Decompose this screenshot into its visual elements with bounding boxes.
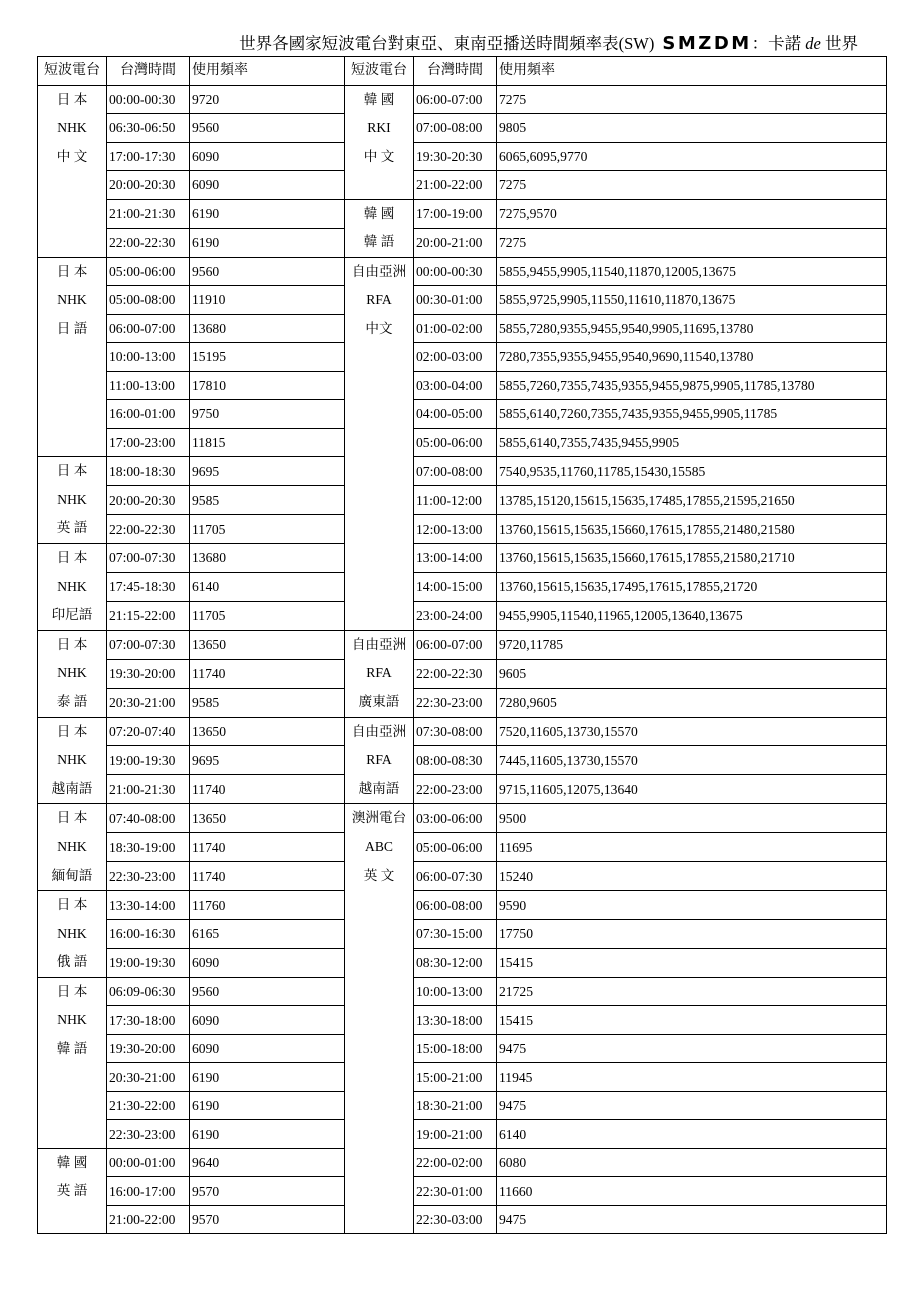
right-station-label: 自由亞洲 [351,636,407,652]
left-station-label: 日 本 [56,263,88,279]
left-freq-cell: 6090 [190,1034,345,1063]
right-time-cell: 23:00-24:00 [414,601,497,630]
left-time-cell: 18:30-19:00 [107,833,190,862]
table-row [38,85,887,114]
right-freq-cell: 7280,7355,9355,9455,9540,9690,11540,13780 [497,343,887,372]
left-freq-cell: 9640 [190,1148,345,1177]
left-freq-cell: 9695 [190,746,345,775]
left-time-cell: 20:00-20:30 [107,486,190,515]
left-freq-cell: 13650 [190,630,345,659]
left-station-label: 日 語 [56,320,88,336]
table-row [38,343,887,372]
right-time-cell: 18:30-21:00 [414,1091,497,1120]
left-time-cell: 21:00-22:00 [107,1205,190,1234]
left-time-cell: 10:00-13:00 [107,343,190,372]
left-station-cell [38,977,107,1148]
right-time-cell: 06:00-07:00 [414,85,497,114]
left-time-cell: 07:00-07:30 [107,630,190,659]
right-freq-cell: 7280,9605 [497,688,887,717]
left-station-label: 日 本 [56,983,88,999]
table-row [38,1034,887,1063]
right-station-label: 中 文 [363,148,395,164]
table-row [38,1205,887,1234]
left-station-label: NHK [57,752,87,768]
right-freq-cell: 13760,15615,15635,15660,17615,17855,21480,21580 [497,515,887,544]
right-time-cell: 07:00-08:00 [414,114,497,143]
left-station-cell [38,804,107,891]
left-time-cell: 06:00-07:00 [107,314,190,343]
right-station-cell [345,257,414,630]
left-station-label: 印尼語 [51,607,93,623]
right-time-cell: 05:00-06:00 [414,833,497,862]
left-time-cell: 19:30-20:00 [107,659,190,688]
right-time-cell: 22:30-03:00 [414,1205,497,1234]
left-time-cell: 16:00-17:00 [107,1177,190,1206]
table-row [38,746,887,775]
table-row [38,457,887,486]
right-freq-cell: 7540,9535,11760,11785,15430,15585 [497,457,887,486]
left-station-cell [38,1148,107,1234]
right-time-cell: 15:00-18:00 [414,1034,497,1063]
table-row [38,371,887,400]
left-freq-cell: 11760 [190,891,345,920]
left-station-cell [38,85,107,257]
right-time-cell: 03:00-06:00 [414,804,497,833]
left-time-cell: 16:00-16:30 [107,920,190,949]
left-freq-cell: 9720 [190,85,345,114]
right-time-cell: 08:30-12:00 [414,948,497,977]
table-row [38,114,887,143]
left-station-label: 俄 語 [56,954,88,970]
table-row [38,1006,887,1035]
right-time-cell: 10:00-13:00 [414,977,497,1006]
table-row [38,199,887,228]
header-row [38,57,887,86]
header-freq-right: 使用頻率 [497,57,887,86]
right-station-cell [345,717,414,804]
left-station-cell [38,543,107,630]
table-row [38,833,887,862]
left-freq-cell: 15195 [190,343,345,372]
left-freq-cell: 11740 [190,659,345,688]
right-time-cell: 17:00-19:00 [414,199,497,228]
table-row [38,659,887,688]
left-freq-cell: 9585 [190,688,345,717]
right-station-cell [345,85,414,199]
right-time-cell: 04:00-05:00 [414,400,497,429]
right-freq-cell: 9475 [497,1205,887,1234]
table-row [38,1063,887,1092]
right-station-label: 廣東語 [358,693,400,709]
right-station-cell [345,199,414,257]
right-freq-cell: 9475 [497,1091,887,1120]
right-station-label: RKI [367,120,391,136]
table-row [38,1177,887,1206]
left-time-cell: 22:00-22:30 [107,228,190,257]
right-freq-cell: 5855,7260,7355,7435,9355,9455,9875,9905,11785,13780 [497,371,887,400]
left-time-cell: 17:00-17:30 [107,142,190,171]
left-time-cell: 21:00-21:30 [107,199,190,228]
right-time-cell: 19:00-21:00 [414,1120,497,1149]
right-freq-cell: 9720,11785 [497,630,887,659]
left-freq-cell: 9560 [190,257,345,286]
left-freq-cell: 11740 [190,862,345,891]
left-station-label: 韓 國 [56,1154,88,1170]
table-row [38,400,887,429]
left-time-cell: 22:30-23:00 [107,1120,190,1149]
left-freq-cell: 6190 [190,1063,345,1092]
table-row [38,515,887,544]
left-station-label: 日 本 [56,91,88,107]
table-row [38,717,887,746]
right-freq-cell: 17750 [497,920,887,949]
left-freq-cell: 6190 [190,1091,345,1120]
table-row [38,891,887,920]
header-station-right: 短波電台 [345,57,414,86]
left-time-cell: 20:00-20:30 [107,171,190,200]
right-freq-cell: 6065,6095,9770 [497,142,887,171]
left-time-cell: 00:00-01:00 [107,1148,190,1177]
left-station-label: 日 本 [56,810,88,826]
right-freq-cell: 9805 [497,114,887,143]
left-time-cell: 16:00-01:00 [107,400,190,429]
frequency-table [37,56,887,1234]
right-station-label: 越南語 [358,780,400,796]
right-freq-cell: 5855,7280,9355,9455,9540,9905,11695,13780 [497,314,887,343]
left-freq-cell: 9695 [190,457,345,486]
left-station-cell [38,630,107,717]
right-freq-cell: 7275 [497,171,887,200]
left-freq-cell: 6140 [190,572,345,601]
left-freq-cell: 9750 [190,400,345,429]
left-time-cell: 17:45-18:30 [107,572,190,601]
left-time-cell: 20:30-21:00 [107,688,190,717]
left-freq-cell: 6190 [190,199,345,228]
left-time-cell: 19:00-19:30 [107,948,190,977]
right-time-cell: 11:00-12:00 [414,486,497,515]
table-row [38,257,887,286]
left-station-label: 泰 語 [56,693,88,709]
table-row [38,601,887,630]
left-station-label: NHK [57,292,87,308]
left-freq-cell: 13650 [190,804,345,833]
right-time-cell: 07:30-08:00 [414,717,497,746]
left-station-label: NHK [57,491,87,507]
table-row [38,775,887,804]
right-freq-cell: 9605 [497,659,887,688]
left-station-label: NHK [57,838,87,854]
right-freq-cell: 13760,15615,15635,15660,17615,17855,21580,21710 [497,543,887,572]
left-station-label: NHK [57,1012,87,1028]
right-time-cell: 22:00-23:00 [414,775,497,804]
left-freq-cell: 11740 [190,775,345,804]
left-freq-cell: 17810 [190,371,345,400]
table-body [38,85,887,1234]
left-freq-cell: 13650 [190,717,345,746]
right-time-cell: 07:00-08:00 [414,457,497,486]
left-time-cell: 07:20-07:40 [107,717,190,746]
table-row [38,688,887,717]
table-row [38,314,887,343]
title-text: 世界各國家短波電台對東亞、東南亞播送時間頻率表(SW) [239,34,655,53]
header-time-left: 台灣時間 [107,57,190,86]
left-time-cell: 22:00-22:30 [107,515,190,544]
right-time-cell: 06:00-07:30 [414,862,497,891]
right-freq-cell: 13785,15120,15615,15635,17485,17855,21595,21650 [497,486,887,515]
right-freq-cell: 5855,9725,9905,11550,11610,11870,13675 [497,286,887,315]
right-station-cell [345,804,414,1234]
title-de: de [805,34,821,53]
right-freq-cell: 7275 [497,85,887,114]
right-time-cell: 06:00-08:00 [414,891,497,920]
table-row [38,1120,887,1149]
right-freq-cell: 9455,9905,11540,11965,12005,13640,13675 [497,601,887,630]
right-freq-cell: 15240 [497,862,887,891]
left-station-label: 日 本 [56,549,88,565]
right-freq-cell: 15415 [497,948,887,977]
left-station-label: 緬甸語 [51,867,93,883]
right-station-label: ABC [365,838,393,854]
right-freq-cell: 13760,15615,15635,17495,17615,17855,21720 [497,572,887,601]
title-tail: 世界 [825,34,858,53]
left-time-cell: 11:00-13:00 [107,371,190,400]
left-freq-cell: 9560 [190,114,345,143]
right-freq-cell: 7275,9570 [497,199,887,228]
right-time-cell: 00:00-00:30 [414,257,497,286]
right-station-cell [345,630,414,717]
left-time-cell: 17:00-23:00 [107,428,190,457]
left-station-cell [38,717,107,804]
right-station-label: RFA [366,665,392,681]
left-station-label: 日 本 [56,463,88,479]
table-row [38,142,887,171]
right-time-cell: 13:00-14:00 [414,543,497,572]
left-freq-cell: 6165 [190,920,345,949]
left-freq-cell: 11705 [190,601,345,630]
right-time-cell: 21:00-22:00 [414,171,497,200]
left-freq-cell: 6190 [190,228,345,257]
right-station-label: RFA [366,292,392,308]
right-freq-cell: 15415 [497,1006,887,1035]
left-station-label: 英 語 [56,520,88,536]
left-time-cell: 00:00-00:30 [107,85,190,114]
left-station-label: NHK [57,578,87,594]
right-time-cell: 22:00-22:30 [414,659,497,688]
left-freq-cell: 6190 [190,1120,345,1149]
table-row [38,486,887,515]
left-time-cell: 17:30-18:00 [107,1006,190,1035]
left-time-cell: 21:15-22:00 [107,601,190,630]
right-freq-cell: 9715,11605,12075,13640 [497,775,887,804]
left-time-cell: 06:09-06:30 [107,977,190,1006]
table-row [38,977,887,1006]
left-time-cell: 21:00-21:30 [107,775,190,804]
left-freq-cell: 9585 [190,486,345,515]
right-station-label: RFA [366,752,392,768]
table-row [38,228,887,257]
left-station-label: 日 本 [56,636,88,652]
left-time-cell: 05:00-08:00 [107,286,190,315]
table-row [38,286,887,315]
brand-logo: SMZDM [662,33,752,54]
left-freq-cell: 9560 [190,977,345,1006]
right-time-cell: 15:00-21:00 [414,1063,497,1092]
left-time-cell: 06:30-06:50 [107,114,190,143]
right-time-cell: 22:30-23:00 [414,688,497,717]
left-time-cell: 07:40-08:00 [107,804,190,833]
right-freq-cell: 21725 [497,977,887,1006]
right-freq-cell: 6140 [497,1120,887,1149]
right-freq-cell: 7445,11605,13730,15570 [497,746,887,775]
right-freq-cell: 7520,11605,13730,15570 [497,717,887,746]
left-station-cell [38,891,107,978]
right-station-label: 自由亞洲 [351,723,407,739]
right-station-label: 英 文 [363,867,395,883]
left-time-cell: 20:30-21:00 [107,1063,190,1092]
left-station-label: 中 文 [56,148,88,164]
table-row [38,543,887,572]
right-station-label: 澳洲電台 [351,810,407,826]
table-row [38,920,887,949]
right-freq-cell: 5855,6140,7260,7355,7435,9355,9455,9905,11785 [497,400,887,429]
right-freq-cell: 9500 [497,804,887,833]
left-station-cell [38,257,107,457]
right-station-label: 自由亞洲 [351,263,407,279]
right-time-cell: 00:30-01:00 [414,286,497,315]
right-time-cell: 20:00-21:00 [414,228,497,257]
left-station-label: 越南語 [51,780,93,796]
table-row [38,1148,887,1177]
right-time-cell: 03:00-04:00 [414,371,497,400]
left-time-cell: 13:30-14:00 [107,891,190,920]
right-time-cell: 13:30-18:00 [414,1006,497,1035]
left-time-cell: 18:00-18:30 [107,457,190,486]
left-station-cell [38,457,107,544]
right-freq-cell: 6080 [497,1148,887,1177]
right-time-cell: 02:00-03:00 [414,343,497,372]
right-freq-cell: 11695 [497,833,887,862]
left-freq-cell: 11740 [190,833,345,862]
table-row [38,171,887,200]
left-freq-cell: 9570 [190,1205,345,1234]
left-station-label: NHK [57,120,87,136]
left-freq-cell: 9570 [190,1177,345,1206]
right-time-cell: 05:00-06:00 [414,428,497,457]
table-row [38,804,887,833]
left-freq-cell: 13680 [190,543,345,572]
left-freq-cell: 11705 [190,515,345,544]
left-time-cell: 07:00-07:30 [107,543,190,572]
right-time-cell: 19:30-20:30 [414,142,497,171]
left-station-label: 英 語 [56,1183,88,1199]
right-station-label: 韓 語 [363,234,395,250]
table-row [38,428,887,457]
left-freq-cell: 13680 [190,314,345,343]
left-station-label: 日 本 [56,723,88,739]
right-freq-cell: 7275 [497,228,887,257]
left-freq-cell: 11815 [190,428,345,457]
header-freq-left: 使用頻率 [190,57,345,86]
left-station-label: NHK [57,665,87,681]
page-title [0,30,920,54]
left-time-cell: 21:30-22:00 [107,1091,190,1120]
right-station-label: 韓 國 [363,91,395,107]
right-freq-cell: 11660 [497,1177,887,1206]
left-time-cell: 22:30-23:00 [107,862,190,891]
left-freq-cell: 6090 [190,1006,345,1035]
right-time-cell: 07:30-15:00 [414,920,497,949]
right-freq-cell: 9590 [497,891,887,920]
left-station-label: 韓 語 [56,1041,88,1057]
left-freq-cell: 6090 [190,171,345,200]
left-station-label: 日 本 [56,897,88,913]
left-time-cell: 19:30-20:00 [107,1034,190,1063]
left-freq-cell: 11910 [190,286,345,315]
right-freq-cell: 9475 [497,1034,887,1063]
left-freq-cell: 6090 [190,948,345,977]
table-row [38,948,887,977]
right-time-cell: 08:00-08:30 [414,746,497,775]
right-time-cell: 14:00-15:00 [414,572,497,601]
right-time-cell: 22:00-02:00 [414,1148,497,1177]
table-row [38,572,887,601]
right-time-cell: 01:00-02:00 [414,314,497,343]
right-station-label: 中文 [365,320,393,336]
right-freq-cell: 5855,9455,9905,11540,11870,12005,13675 [497,257,887,286]
right-time-cell: 22:30-01:00 [414,1177,497,1206]
table-row [38,630,887,659]
left-station-label: NHK [57,925,87,941]
table-row [38,1091,887,1120]
right-freq-cell: 5855,6140,7355,7435,9455,9905 [497,428,887,457]
header-station-left: 短波電台 [38,57,107,86]
right-freq-cell: 11945 [497,1063,887,1092]
header-time-right: 台灣時間 [414,57,497,86]
left-freq-cell: 6090 [190,142,345,171]
table-row [38,862,887,891]
right-time-cell: 12:00-13:00 [414,515,497,544]
left-time-cell: 19:00-19:30 [107,746,190,775]
left-time-cell: 05:00-06:00 [107,257,190,286]
right-time-cell: 06:00-07:00 [414,630,497,659]
title-sep: ：卡諾 [751,34,802,53]
right-station-label: 韓 國 [363,205,395,221]
